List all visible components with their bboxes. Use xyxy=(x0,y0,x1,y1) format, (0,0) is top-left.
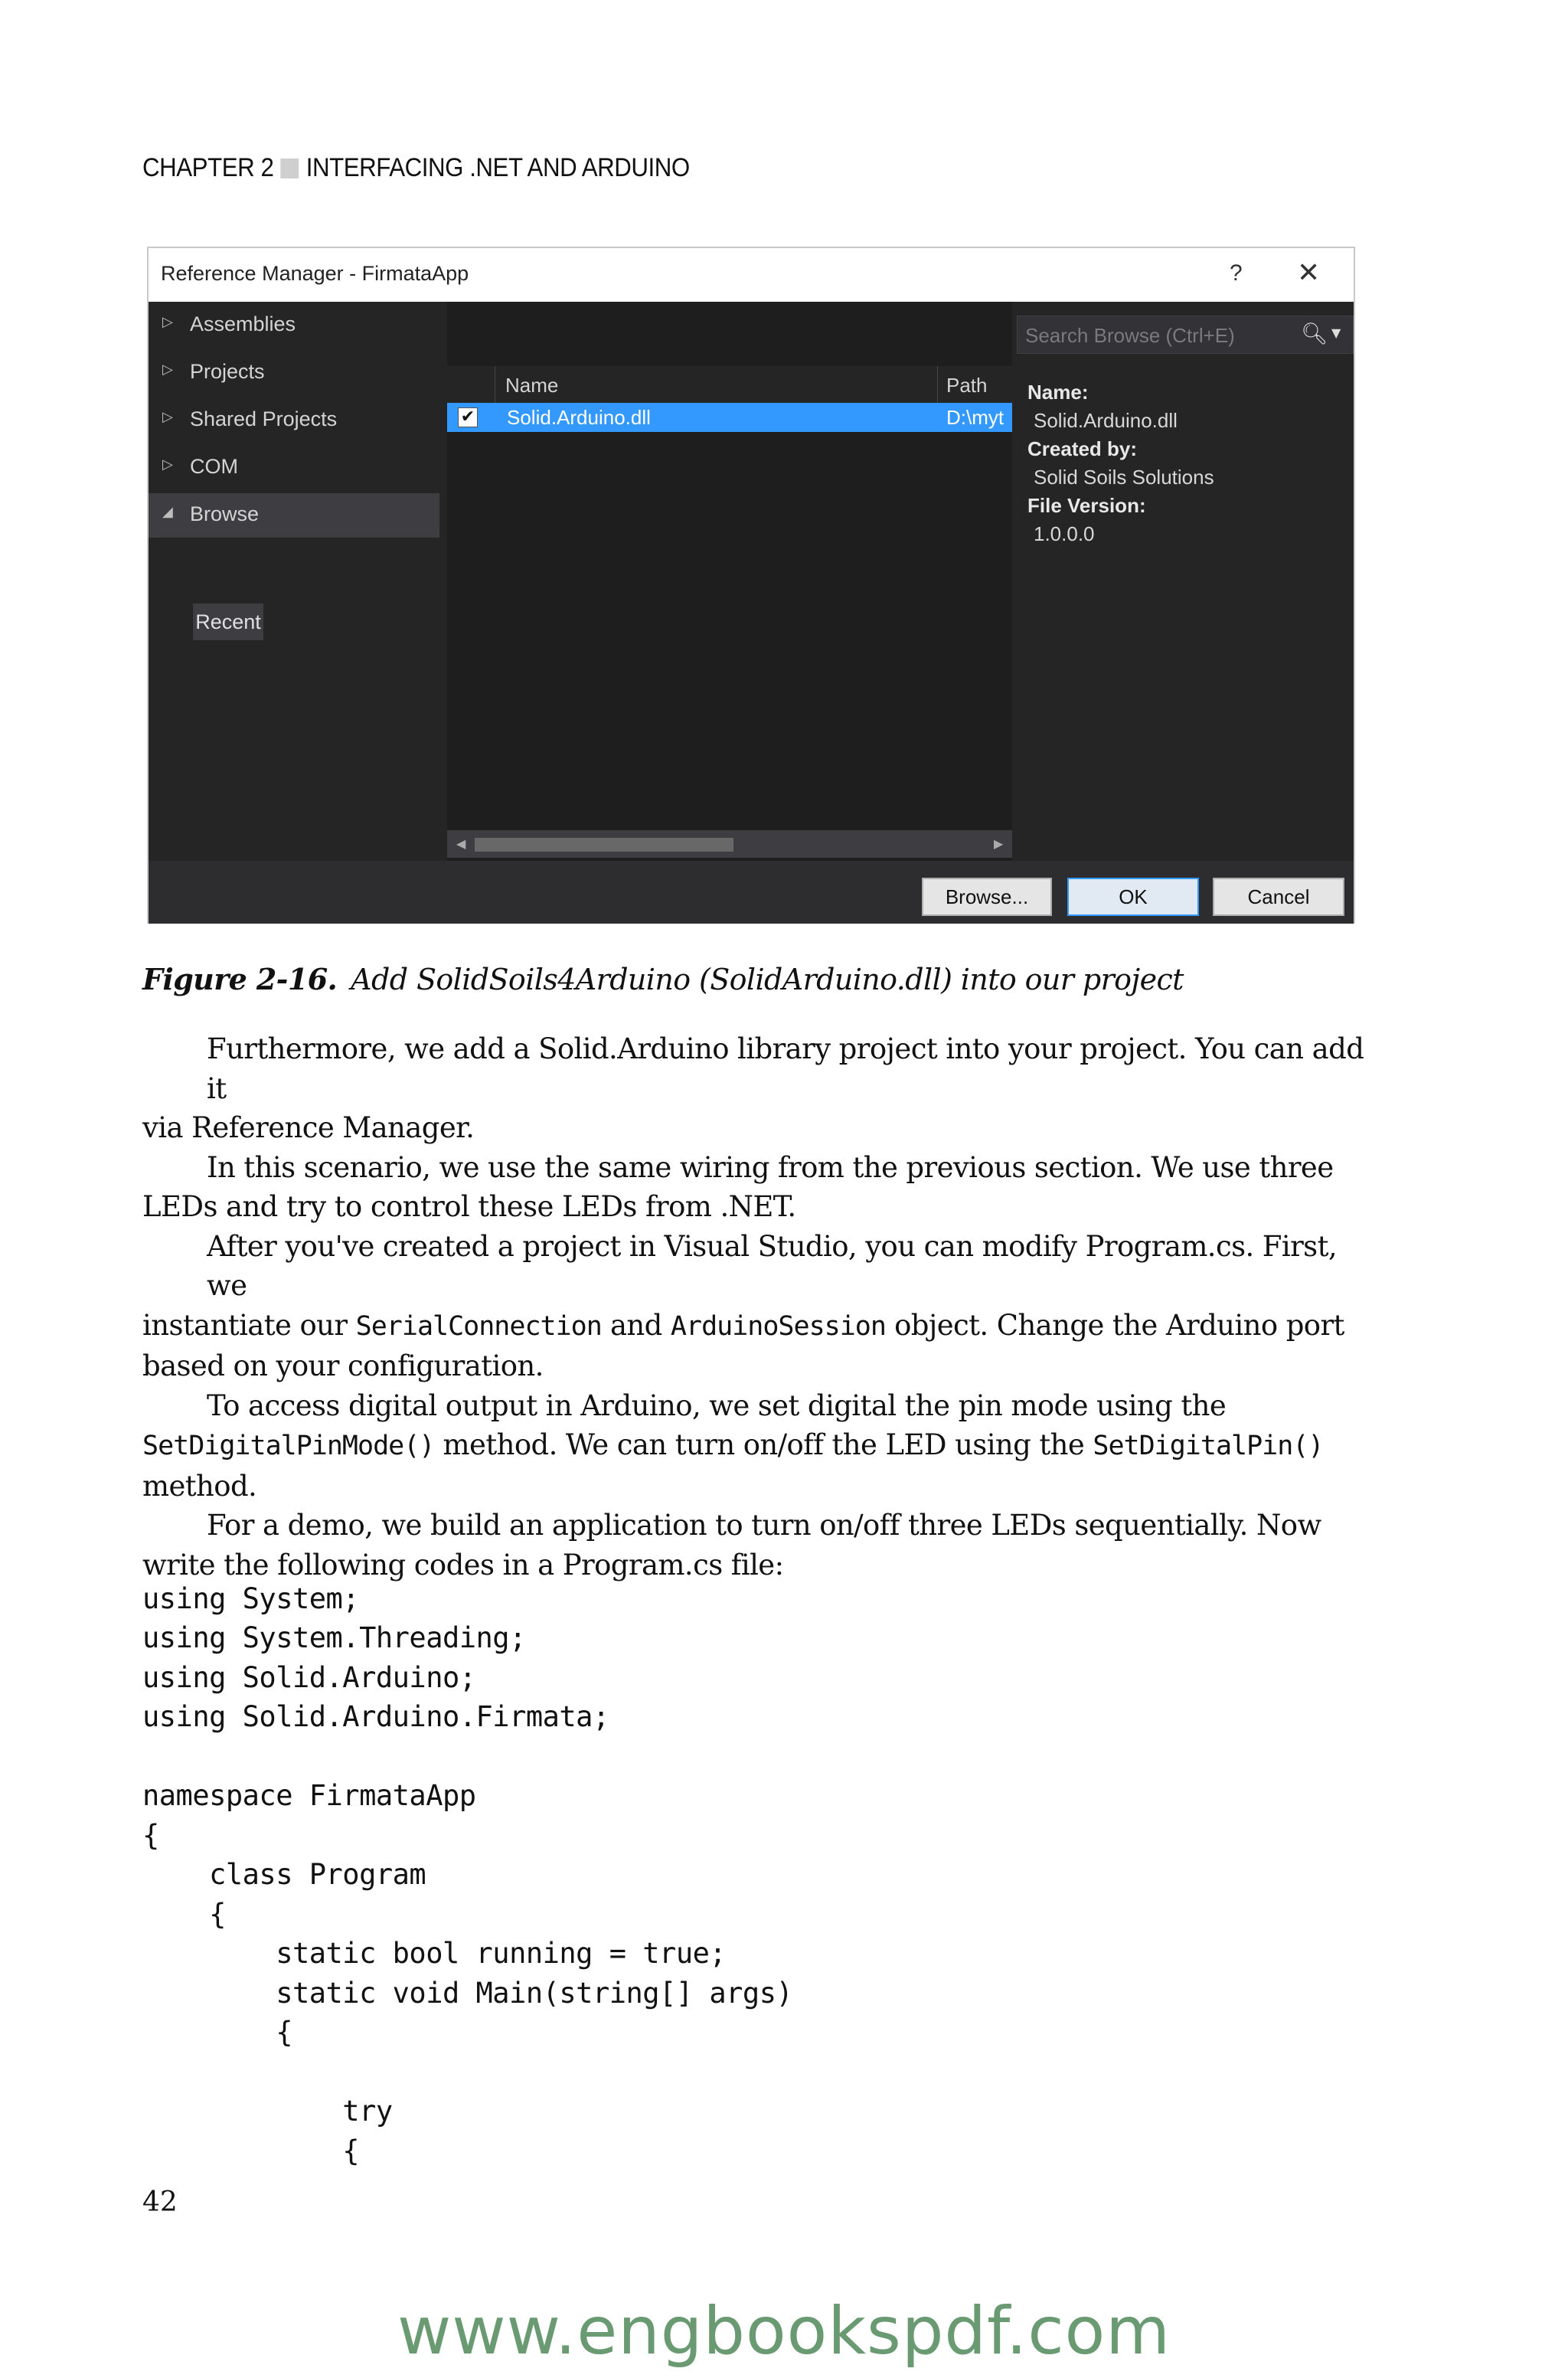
expand-arrow-icon: ▷ xyxy=(162,361,173,377)
dialog-titlebar xyxy=(149,248,1354,303)
details-pane xyxy=(1012,302,1354,861)
inline-code: SerialConnection xyxy=(355,1310,602,1342)
code-listing xyxy=(142,1539,792,2210)
inline-code: SetDigitalPinMode() xyxy=(142,1431,435,1461)
nav-item-assemblies[interactable] xyxy=(149,303,439,348)
search-placeholder: Search Browse (Ctrl+E) xyxy=(1025,324,1235,347)
text-line: method. xyxy=(142,1469,257,1503)
code-line xyxy=(142,1737,792,1777)
separator-square-icon xyxy=(281,159,299,178)
help-button[interactable]: ? xyxy=(1230,260,1243,286)
nav-item-browse[interactable] xyxy=(149,493,439,538)
ok-button[interactable]: OK xyxy=(1067,878,1199,916)
figure-label: Figure 2-16. xyxy=(142,962,338,996)
scroll-left-icon[interactable]: ◀ xyxy=(456,836,466,851)
figure-text: Add SolidSoils4Arduino (SolidArduino.dll) into our project xyxy=(351,963,1184,996)
collapse-arrow-icon: ◢ xyxy=(162,504,173,519)
detail-value: Solid.Arduino.dll xyxy=(1034,409,1178,432)
file-row[interactable] xyxy=(447,403,1012,432)
code-line: namespace FirmataApp xyxy=(142,1779,476,1812)
column-divider xyxy=(937,366,938,403)
dialog-title: Reference Manager - FirmataApp xyxy=(161,262,469,285)
file-details xyxy=(1027,378,1214,548)
nav-label: COM xyxy=(190,455,238,478)
text-run: object. Change the Arduino port xyxy=(885,1308,1344,1342)
chevron-down-icon[interactable]: ▼ xyxy=(1331,325,1341,340)
code-line xyxy=(142,2053,792,2092)
running-header xyxy=(142,153,690,183)
file-path: D:\myt xyxy=(946,406,1004,429)
text-line: LEDs and try to control these LEDs from .NET. xyxy=(142,1190,796,1223)
nav-item-projects[interactable] xyxy=(149,351,439,395)
page-number: 42 xyxy=(142,2187,178,2218)
chapter-label: CHAPTER 2 xyxy=(142,153,274,182)
row-checkbox[interactable]: ✔ xyxy=(458,407,478,427)
code-line: { xyxy=(142,2134,360,2167)
nav-label: Browse xyxy=(190,502,260,525)
nav-item-recent[interactable]: Recent xyxy=(193,603,263,640)
scroll-right-icon[interactable]: ▶ xyxy=(994,836,1004,851)
horizontal-scrollbar[interactable] xyxy=(447,830,1012,858)
text-line: To access digital output in Arduino, we set digital the pin mode using the xyxy=(207,1389,1227,1422)
code-line: { xyxy=(142,2016,292,2049)
text-run: and xyxy=(601,1308,671,1342)
text-run: method. We can turn on/off the LED using the xyxy=(434,1428,1093,1461)
cancel-button[interactable]: Cancel xyxy=(1213,878,1344,916)
close-icon[interactable]: ✕ xyxy=(1297,257,1321,289)
scrollbar-thumb[interactable] xyxy=(475,838,733,852)
text-line: write the following codes in a Program.cs file: xyxy=(142,1548,784,1582)
nav-item-com[interactable] xyxy=(149,446,439,490)
text-line: For a demo, we build an application to turn on/off three LEDs sequentially. Now xyxy=(207,1509,1321,1542)
body-text xyxy=(142,1029,1367,1585)
code-line: static bool running = true; xyxy=(142,1937,727,1970)
text-line: In this scenario, we use the same wiring from the previous section. We use three xyxy=(207,1150,1334,1184)
figure-caption xyxy=(142,962,1184,996)
search-input[interactable] xyxy=(1017,316,1354,354)
text-line: based on your configuration. xyxy=(142,1349,544,1382)
text-line xyxy=(142,1425,1367,1467)
file-list-pane xyxy=(447,302,1012,861)
expand-arrow-icon: ▷ xyxy=(162,409,173,424)
column-name[interactable]: Name xyxy=(505,374,559,397)
category-pane xyxy=(149,302,447,861)
detail-value: 1.0.0.0 xyxy=(1034,522,1095,545)
search-icon[interactable]: 🔎︎ xyxy=(1301,321,1328,346)
code-line: { xyxy=(142,1897,226,1931)
nav-label: Assemblies xyxy=(190,312,296,335)
text-run: instantiate our xyxy=(142,1308,356,1342)
reference-manager-dialog xyxy=(147,247,1355,924)
column-header xyxy=(447,366,1012,403)
detail-value: Solid Soils Solutions xyxy=(1034,466,1214,489)
expand-arrow-icon: ▷ xyxy=(162,314,173,329)
browse-button[interactable]: Browse... xyxy=(922,878,1052,916)
code-line: using Solid.Arduino; xyxy=(142,1660,476,1694)
code-line: { xyxy=(142,1818,159,1852)
text-line: Furthermore, we add a Solid.Arduino library project into your project. You can add it xyxy=(207,1032,1364,1105)
column-path[interactable]: Path xyxy=(946,374,988,397)
nav-item-shared-projects[interactable] xyxy=(149,398,439,443)
chapter-title: INTERFACING .NET AND ARDUINO xyxy=(305,153,690,182)
text-line xyxy=(142,1306,1367,1347)
file-name: Solid.Arduino.dll xyxy=(507,406,651,429)
detail-key: File Version: xyxy=(1027,494,1146,517)
watermark: www.engbookspdf.com xyxy=(397,2293,1171,2370)
inline-code: SetDigitalPin() xyxy=(1093,1431,1324,1461)
code-line: try xyxy=(142,2095,393,2128)
text-line: After you've created a project in Visual Studio, you can modify Program.cs. First, we xyxy=(207,1229,1338,1302)
code-line: using System.Threading; xyxy=(142,1621,526,1654)
detail-key: Name: xyxy=(1027,381,1089,404)
expand-arrow-icon: ▷ xyxy=(162,456,173,472)
code-line: using Solid.Arduino.Firmata; xyxy=(142,1700,609,1733)
inline-code: ArduinoSession xyxy=(670,1310,886,1342)
code-line: using System; xyxy=(142,1582,360,1615)
detail-key: Created by: xyxy=(1027,437,1138,460)
code-line: class Program xyxy=(142,1858,426,1891)
nav-label: Shared Projects xyxy=(190,407,338,430)
text-line: via Reference Manager. xyxy=(142,1111,475,1144)
code-line: static void Main(string[] args) xyxy=(142,1976,793,2010)
dialog-footer xyxy=(149,861,1354,924)
nav-label: Projects xyxy=(190,360,265,383)
